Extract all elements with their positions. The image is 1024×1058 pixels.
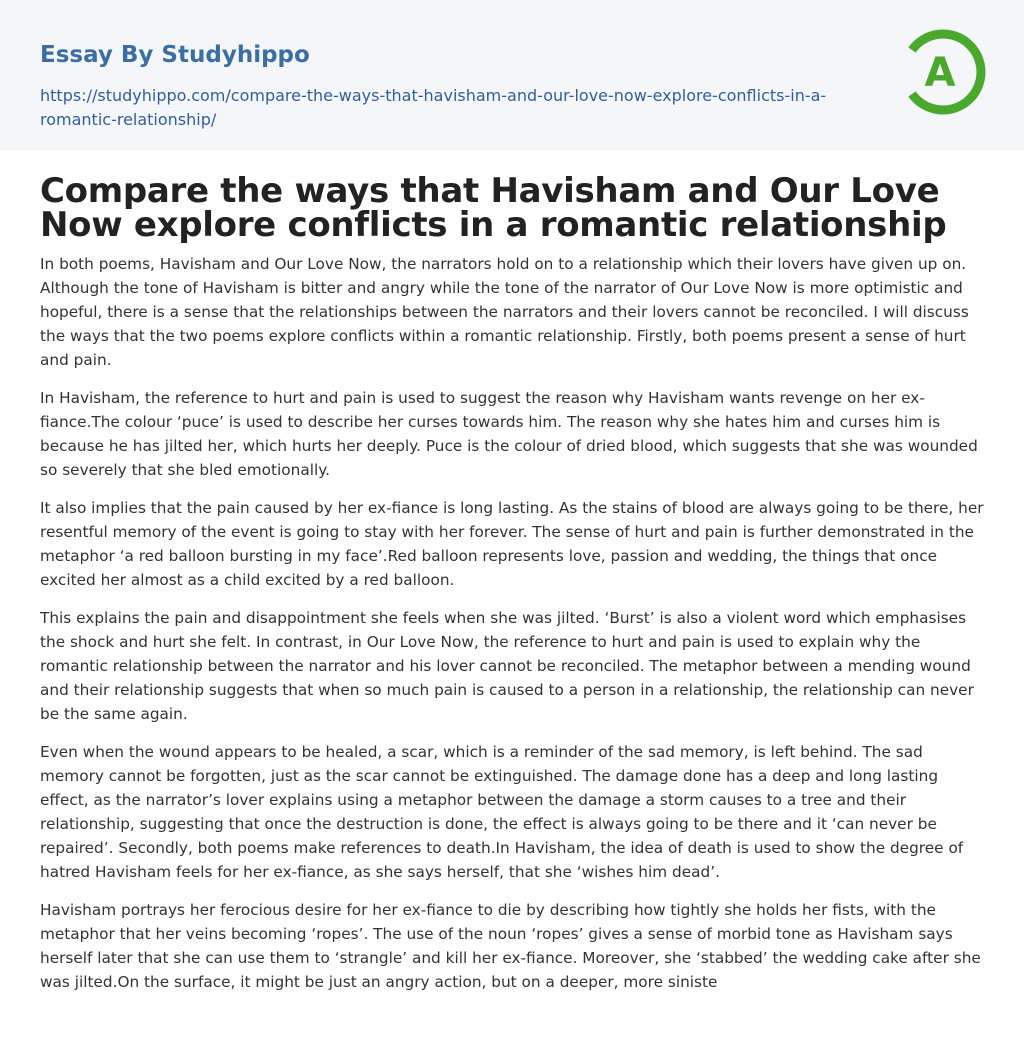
studyhippo-logo-icon[interactable]	[898, 28, 986, 116]
essay-paragraph: This explains the pain and disappointment she feels when she was jilted. ‘Burst’ is also a violent word which emphasises the shock and hurt she felt. In contrast, in Our Love Now, the reference to hurt and pain is used to explain why the romantic relationship between the narrator and his lover cannot be reconciled. The metaphor between a mending wound and their relationship suggests that when so much pain is caused to a person in a relationship, the relationship can never be the same again.	[40, 609, 974, 723]
logo-ring-icon	[898, 28, 986, 116]
essay-paragraph: Havisham portrays her ferocious desire for her ex-fiance to die by describing how tightly she holds her fists, with the metaphor that her veins becoming ‘ropes’. The use of the noun ‘ropes’ gives a sense of morbid tone as Havisham says herself later that she can use them to ‘strangle’ and kill her ex-fiance. Moreover, she ‘stabbed’ the wedding cake after she was jilted.On the surface, it might be just an angry action, but on a deeper, more siniste	[40, 901, 981, 991]
essay-body	[40, 252, 984, 994]
brand-title: Essay By Studyhippo	[40, 42, 310, 68]
essay-paragraph: Even when the wound appears to be healed, a scar, which is a reminder of the sad memory, is left behind. The sad memory cannot be forgotten, just as the scar cannot be extinguished. The damage done has a deep and long lasting effect, as the narrator’s lover explains using a metaphor between the damage a storm causes to a tree and their relationship, suggesting that once the destruction is done, the effect is always going to be there and it ‘can never be repaired’. Secondly, both poems make references to death.In Havisham, the idea of death is used to show the degree of hatred Havisham feels for her ex-fiance, as she says herself, that she ‘wishes him dead’.	[40, 743, 964, 881]
essay-paragraph: In both poems, Havisham and Our Love Now, the narrators hold on to a relationship which their lovers have given up on. Although the tone of Havisham is bitter and angry while the tone of the narrator of Our Love Now is more optimistic and hopeful, there is a sense that the relationships between the narrators and their lovers cannot be reconciled. I will discuss the ways that the two poems explore conflicts within a romantic relationship. Firstly, both poems present a sense of hurt and pain.	[40, 255, 969, 369]
logo-letter: A	[924, 50, 956, 96]
source-url-link[interactable]: https://studyhippo.com/compare-the-ways-that-havisham-and-our-love-now-explore-conflicts-in-a-romantic-relationship/	[40, 86, 827, 129]
essay-title: Compare the ways that Havisham and Our Love Now explore conflicts in a romantic relationship	[40, 171, 947, 245]
site-header	[0, 0, 1024, 150]
essay-paragraph: It also implies that the pain caused by her ex-fiance is long lasting. As the stains of blood are always going to be there, her resentful memory of the event is going to stay with her forever. The sense of hurt and pain is further demonstrated in the metaphor ‘a red balloon bursting in my face’.Red balloon represents love, passion and wedding, the things that once excited her almost as a child excited by a red balloon.	[40, 499, 984, 589]
essay-paragraph: In Havisham, the reference to hurt and pain is used to suggest the reason why Havisham wants revenge on her ex-fiance.The colour ‘puce’ is used to describe her curses towards him. The reason why she hates him and curses him is because he has jilted her, which hurts her deeply. Puce is the colour of dried blood, which suggests that she was wounded so severely that she bled emotionally.	[40, 389, 978, 479]
main-content	[0, 171, 1024, 994]
